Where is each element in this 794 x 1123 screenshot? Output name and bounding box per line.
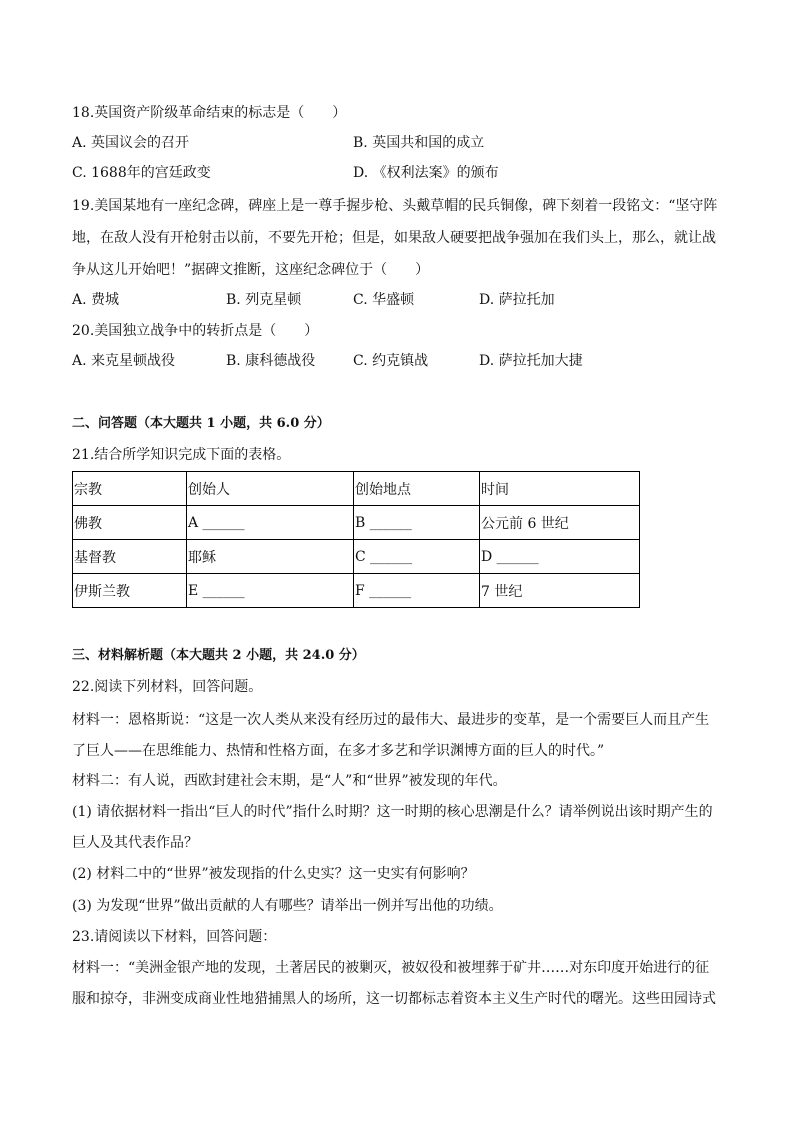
question-21-stem: 21.结合所学知识完成下面的表格。 — [72, 447, 291, 463]
table-row — [73, 574, 640, 608]
question-20-option-a: A. 来克星顿战役 — [72, 353, 176, 369]
table-cell: B ______ — [354, 506, 480, 540]
question-19-option-a: A. 费城 — [72, 292, 120, 308]
table-cell: 创始地点 — [354, 472, 480, 506]
question-22-material-2: 材料二：有人说，西欧封建社会末期，是“人”和“世界”被发现的年代。 — [72, 773, 507, 789]
question-19-line-3: 争从这儿开始吧！”据碑文推断，这座纪念碑位于（ ） — [72, 262, 430, 278]
question-20-option-c: C. 约克镇战 — [353, 353, 429, 369]
table-cell: A ______ — [187, 506, 354, 540]
question-20-stem: 20.美国独立战争中的转折点是（ ） — [72, 323, 319, 339]
table-cell: 伊斯兰教 — [73, 574, 187, 608]
table-cell: 时间 — [480, 472, 640, 506]
table-cell: 创始人 — [187, 472, 354, 506]
question-18-option-a: A. 英国议会的召开 — [72, 135, 190, 151]
question-22-sub-2: (2) 材料二中的“世界”被发现指的什么史实？这一史实有何影响？ — [72, 866, 475, 882]
question-22-sub-1-line-1: (1) 请依据材料一指出“巨人的时代”指什么时期？这一时期的核心思潮是什么？请举例说出该时期产生的 — [72, 804, 713, 820]
section-2-heading: 二、问答题（本大题共 1 小题，共 6.0 分） — [72, 416, 330, 431]
table-cell: F ______ — [354, 574, 480, 608]
question-23-material-1-line-1: 材料一：“美洲金银产地的发现，土著居民的被剿灭，被奴役和被埋葬于矿井……对东印度开始进行的征 — [72, 960, 710, 976]
question-18-option-d: D. 《权利法案》的颁布 — [353, 165, 499, 181]
table-cell: 公元前 6 世纪 — [480, 506, 640, 540]
table-row — [73, 506, 640, 540]
question-23-stem: 23.请阅读以下材料，回答问题： — [72, 929, 277, 945]
table-row — [73, 540, 640, 574]
religion-table — [72, 471, 640, 608]
question-22-material-1-line-2: 了巨人——在思维能力、热情和性格方面，在多才多艺和学识渊博方面的巨人的时代。” — [72, 743, 605, 759]
table-cell: E ______ — [187, 574, 354, 608]
question-19-option-d: D. 萨拉托加 — [479, 292, 555, 308]
question-19-line-2: 地，在敌人没有开枪射击以前，不要先开枪；但是，如果敌人硬要把战争强加在我们头上，那么，就让战 — [72, 230, 716, 246]
question-20-option-d: D. 萨拉托加大捷 — [479, 353, 583, 369]
table-cell: 基督教 — [73, 540, 187, 574]
question-19-option-c: C. 华盛顿 — [353, 292, 415, 308]
question-18-option-b: B. 英国共和国的成立 — [353, 135, 485, 151]
table-row — [73, 472, 640, 506]
question-23-material-1-line-2: 服和掠夺，非洲变成商业性地猎捕黑人的场所，这一切都标志着资本主义生产时代的曙光。这些田园诗式 — [72, 991, 716, 1007]
question-18-option-c: C. 1688年的宫廷政变 — [72, 165, 211, 181]
question-22-stem: 22.阅读下列材料，回答问题。 — [72, 679, 263, 695]
table-cell: 宗教 — [73, 472, 187, 506]
table-cell: D ______ — [480, 540, 640, 574]
question-18-stem: 18.英国资产阶级革命结束的标志是（ ） — [72, 105, 347, 121]
table-cell: 佛教 — [73, 506, 187, 540]
question-22-sub-1-line-2: 巨人及其代表作品？ — [72, 835, 198, 851]
question-22-sub-3: (3) 为发现“世界”做出贡献的人有哪些？请举出一例并写出他的功绩。 — [72, 898, 503, 914]
table-cell: 7 世纪 — [480, 574, 640, 608]
table-cell: C ______ — [354, 540, 480, 574]
section-3-heading: 三、材料解析题（本大题共 2 小题，共 24.0 分） — [72, 648, 365, 663]
question-22-material-1-line-1: 材料一：恩格斯说：“这是一次人类从来没有经历过的最伟大、最进步的变革，是一个需要巨人而且产生 — [72, 712, 710, 728]
table-cell: 耶稣 — [187, 540, 354, 574]
question-19-line-1: 19.美国某地有一座纪念碑，碑座上是一尊手握步枪、头戴草帽的民兵铜像，碑下刻着一段铭文：“坚守阵 — [72, 198, 718, 214]
question-20-option-b: B. 康科德战役 — [226, 353, 316, 369]
question-19-option-b: B. 列克星顿 — [226, 292, 302, 308]
